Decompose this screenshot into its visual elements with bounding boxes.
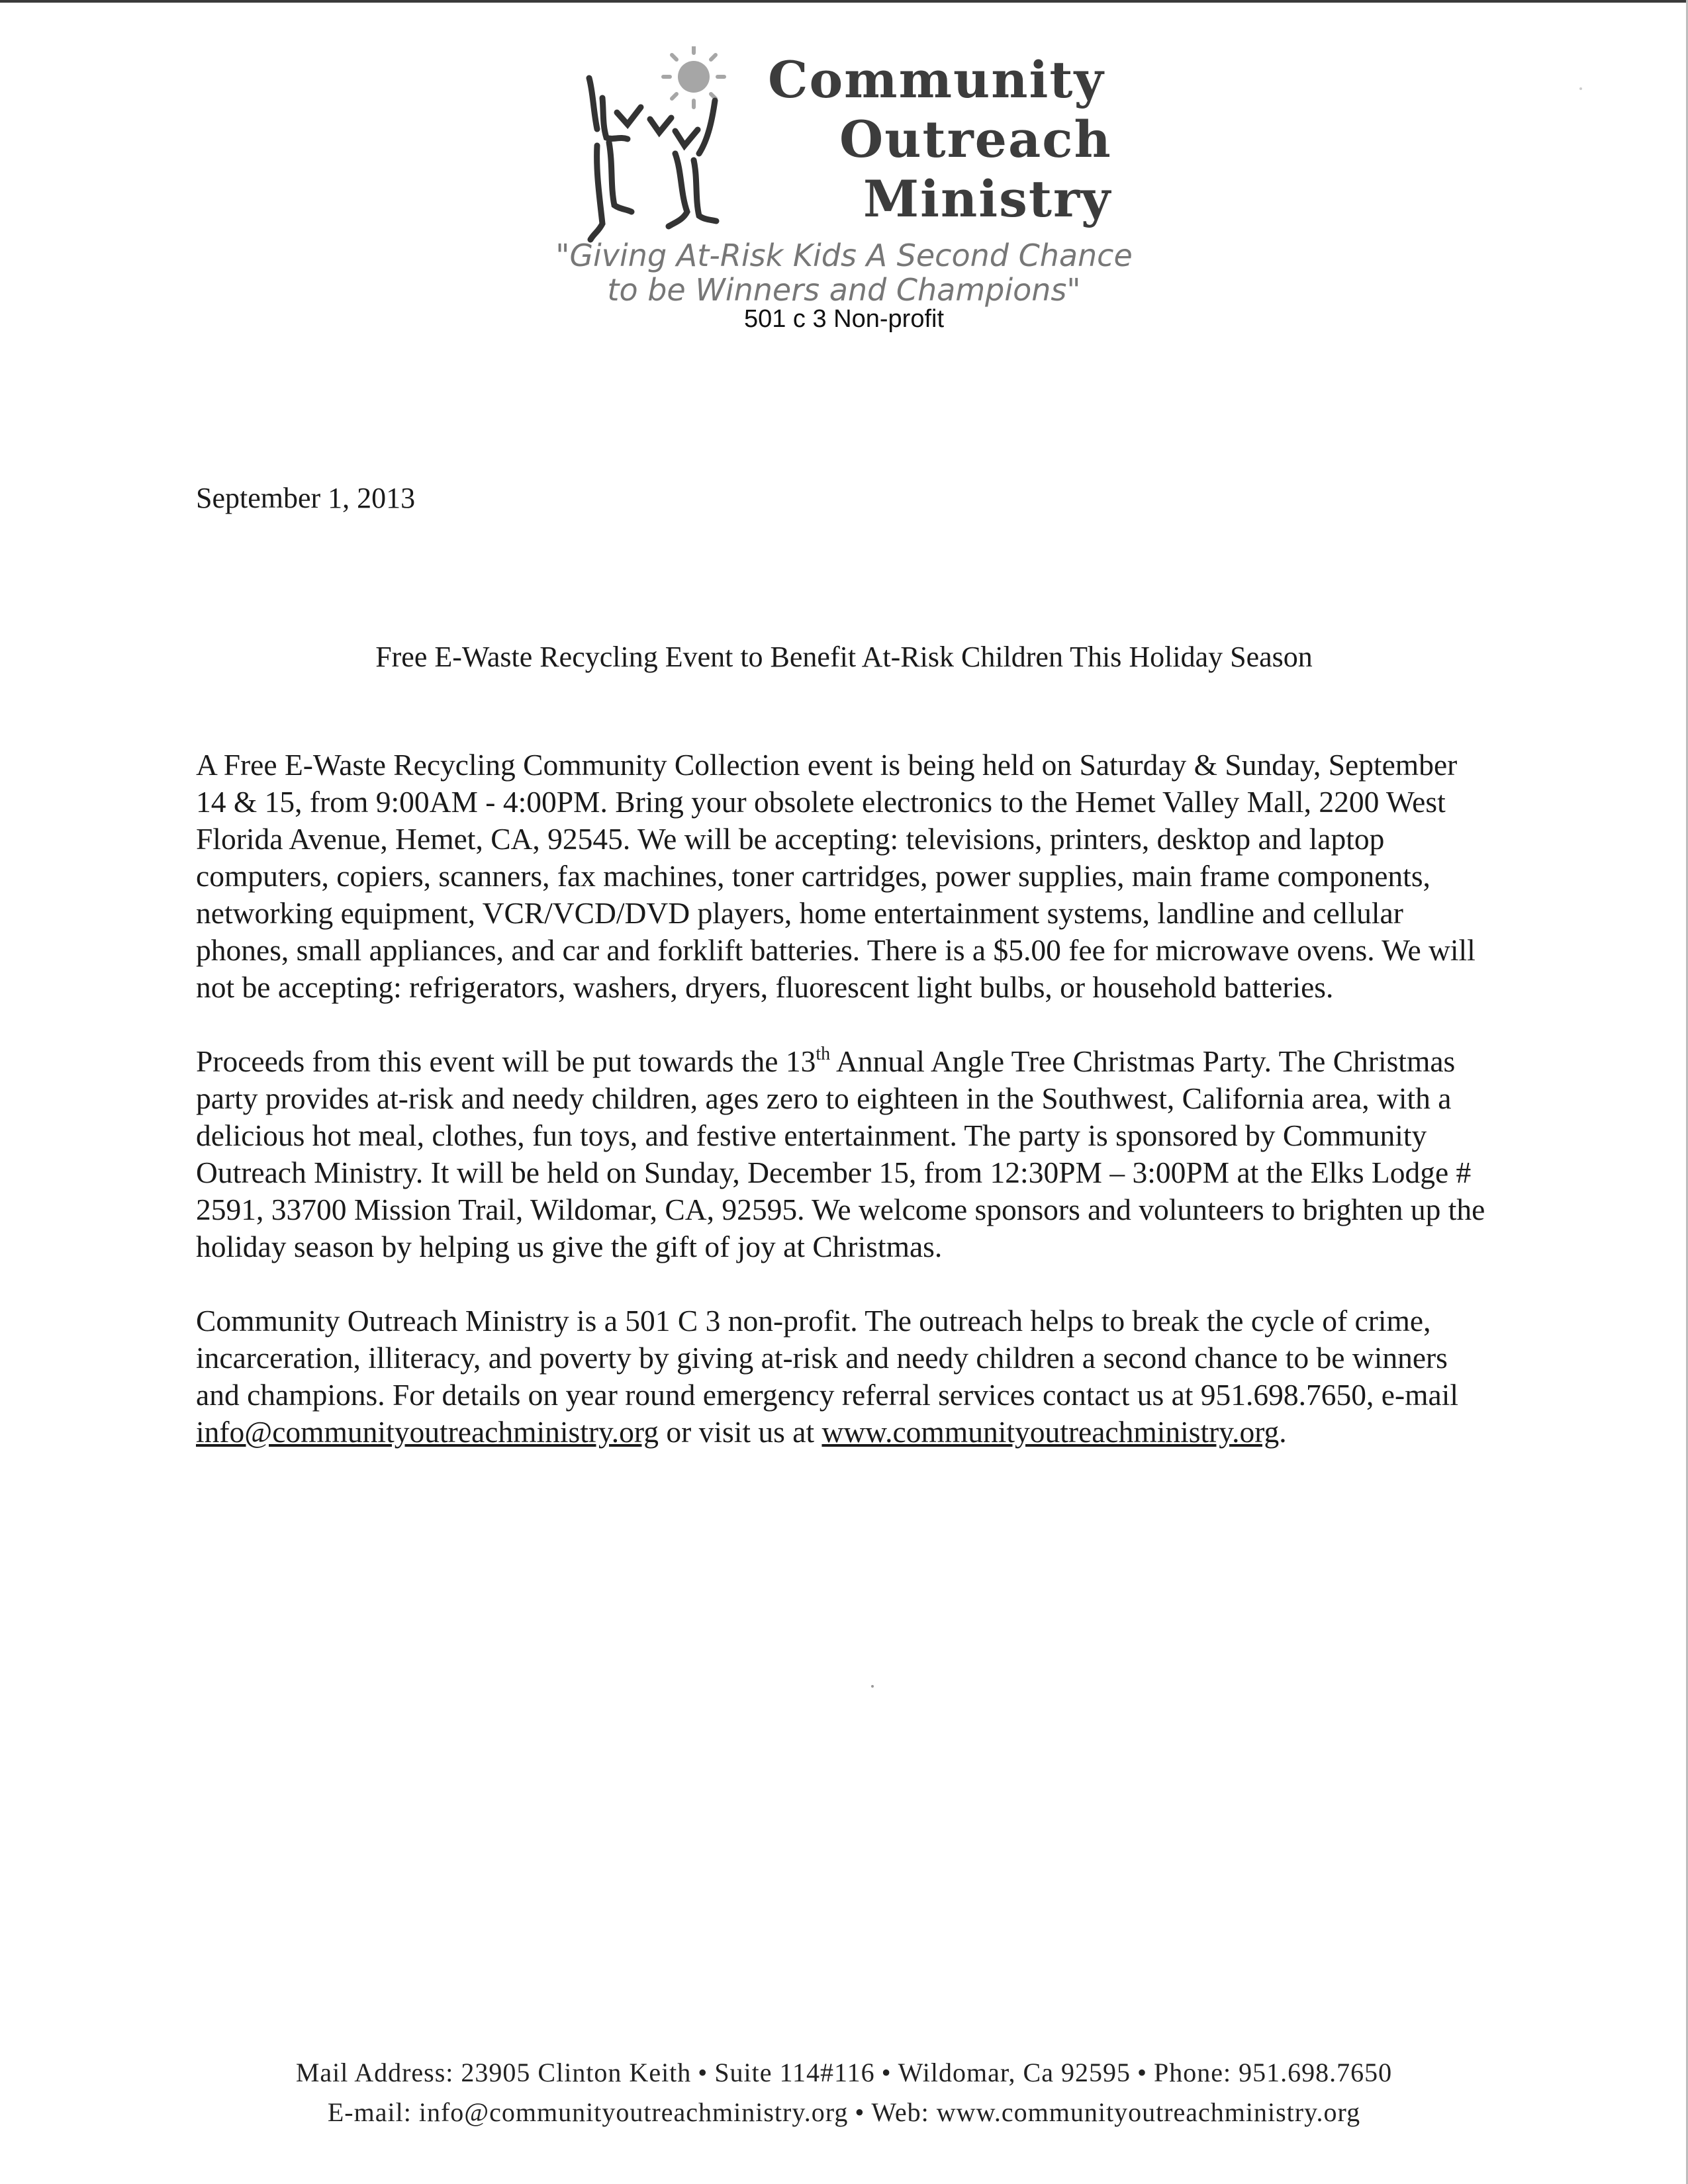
- letterhead-footer: [0, 2053, 1688, 2132]
- footer-separator: •: [1137, 2058, 1148, 2087]
- paragraph-proceeds-rest: Annual Angle Tree Christmas Party. The Christmas party provides at-risk and needy children, ages zero to eighteen in the Southwest, California area, with a delicious hot meal, clothes, fun toys, and festive entertainment. The party is sponsored by Community Outreach Ministry. It will be held on Sunday, December 15, from 12:30PM – 3:00PM at the Elks Lodge # 2591, 33700 Mission Trail, Wildomar, CA, 92595. We welcome sponsors and volunteers to brighten up the holiday season by helping us give the gift of joy at Christmas.: [196, 1044, 1485, 1263]
- website-link[interactable]: www.communityoutreachministry.org: [821, 1415, 1280, 1449]
- paragraph-about-middle: or visit us at: [659, 1415, 822, 1449]
- dancing-figures-sun-icon: [576, 46, 761, 245]
- organization-name-line-1: Community: [768, 50, 1105, 109]
- scan-top-edge: [0, 0, 1688, 3]
- scan-speck: [1579, 87, 1582, 90]
- footer-line-2: [0, 2093, 1688, 2132]
- paragraph-proceeds: [196, 1043, 1492, 1265]
- footer-city: Wildomar, Ca 92595: [898, 2058, 1131, 2087]
- tagline-line-1: "Giving At-Risk Kids A Second Chance: [555, 238, 1133, 273]
- nonprofit-status: 501 c 3 Non-profit: [743, 305, 945, 333]
- paragraph-proceeds-start: Proceeds from this event will be put towards the 13: [196, 1044, 816, 1078]
- paragraph-about-text: Community Outreach Ministry is a 501 C 3 non-profit. The outreach helps to break the cycle of crime, incarceration, illiteracy, and poverty by giving at-risk and needy children a second chance to be winners and champions. For details on year round emergency referral services contact us at 951.698.7650, e-mail: [196, 1304, 1459, 1412]
- footer-line-1: [0, 2053, 1688, 2093]
- letter-headline: Free E-Waste Recycling Event to Benefit At-Risk Children This Holiday Season: [375, 641, 1313, 673]
- ordinal-suffix: th: [816, 1044, 831, 1064]
- paragraph-about-end: .: [1279, 1415, 1287, 1449]
- email-link[interactable]: info@communityoutreachministry.org: [196, 1415, 659, 1449]
- letterhead: [0, 40, 1688, 344]
- figure-right-icon: [650, 101, 716, 226]
- paragraph-about: [196, 1302, 1492, 1451]
- footer-mail-address: Mail Address: 23905 Clinton Keith: [295, 2058, 692, 2087]
- organization-name-line-2: Outreach: [839, 110, 1112, 169]
- letter-body: [196, 747, 1492, 1488]
- letter-date: September 1, 2013: [196, 482, 416, 514]
- organization-name-line-3: Ministry: [863, 169, 1112, 228]
- tagline: [410, 238, 1278, 307]
- footer-email: E-mail: info@communityoutreachministry.org: [327, 2097, 849, 2127]
- footer-phone: Phone: 951.698.7650: [1154, 2058, 1393, 2087]
- paragraph-event-details: A Free E-Waste Recycling Community Collection event is being held on Saturday & Sunday, September 14 & 15, from 9:00AM - 4:00PM. Bring your obsolete electronics to the Hemet Valley Mall, 2200 West Florida Avenue, Hemet, CA, 92545. We will be accepting: televisions, printers, desktop and laptop computers, copiers, scanners, fax machines, toner cartridges, power supplies, main frame components, networking equipment, VCR/VCD/DVD players, home entertainment systems, landline and cellular phones, small appliances, and car and forklift batteries. There is a $5.00 fee for microwave ovens. We will not be accepting: refrigerators, washers, dryers, fluorescent light bulbs, or household batteries.: [196, 748, 1476, 1004]
- footer-separator: •: [855, 2097, 865, 2127]
- organization-name: [768, 50, 1139, 229]
- footer-suite: Suite 114#116: [714, 2058, 875, 2087]
- footer-web: Web: www.communityoutreachministry.org: [871, 2097, 1361, 2127]
- figure-left-icon: [589, 78, 641, 240]
- footer-separator: •: [881, 2058, 892, 2087]
- tagline-line-2: to be Winners and Champions": [607, 272, 1081, 308]
- footer-separator: •: [698, 2058, 708, 2087]
- scan-speck: [871, 1685, 874, 1688]
